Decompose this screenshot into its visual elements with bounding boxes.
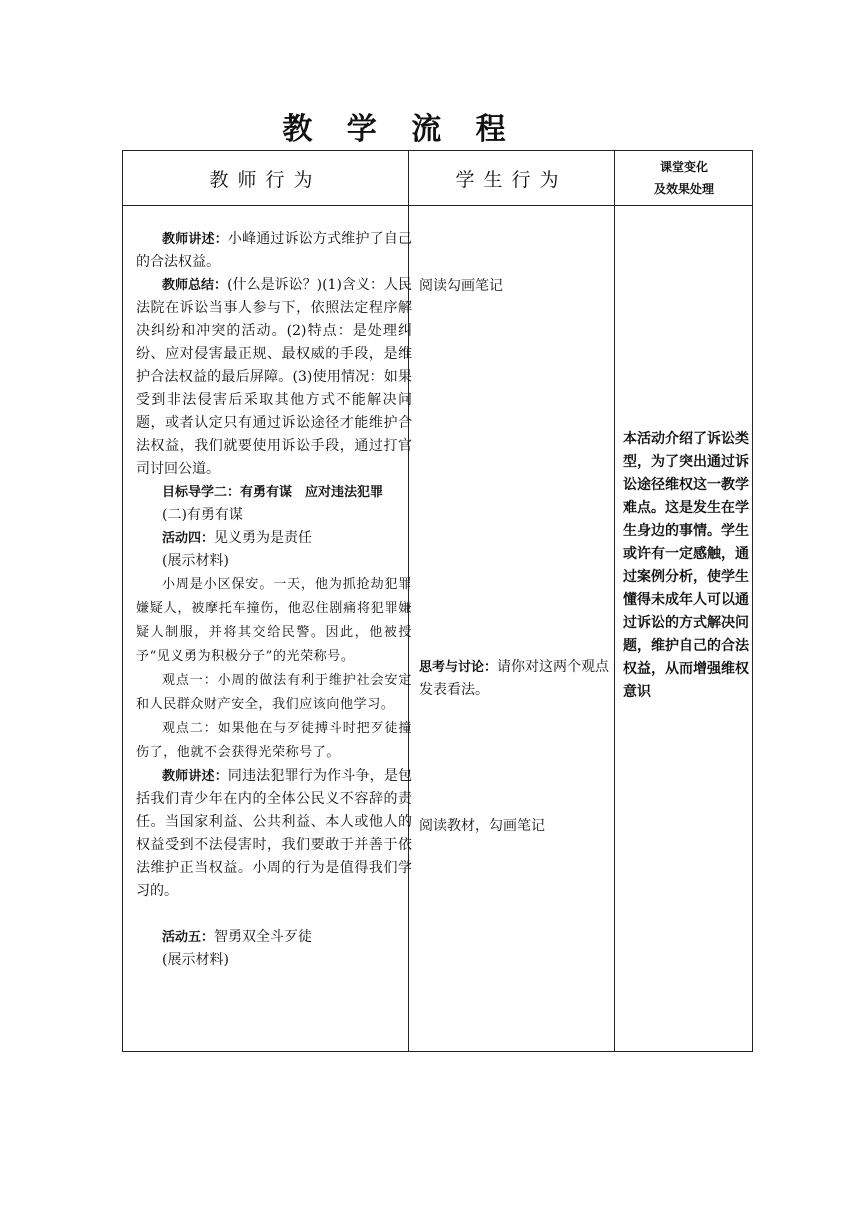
header-student-behavior: 学生行为 <box>455 168 568 191</box>
column-divider <box>614 151 615 1051</box>
viewpoint-two: 观点二：如果他在与歹徒搏斗时把歹徒撞伤了，他就不会获得光荣称号了。 <box>136 721 412 760</box>
label: 活动五： <box>162 930 215 945</box>
teacher-narration-1 <box>136 228 412 274</box>
text: (什么是诉讼？)(1)含义：人民法院在诉讼当事人参与下，依照法定程序解决纠纷和冲突的活动。(2)特点：是处理纠纷、应对侵害最正规、最权威的手段，是维护合法权益的最后屏障。(3)使用情况：如果受到非法侵害后采取其他方式不能解决问题，或者认定只有通过诉讼途径才能维护合法权益，我们就要使用诉讼手段，通过打官司讨回公道。 <box>136 277 412 477</box>
text: 请你对这两个观点发表看法。 <box>419 659 610 698</box>
label: 教师总结： <box>162 278 228 293</box>
teacher-narration-2 <box>136 765 412 903</box>
teacher-summary <box>136 274 412 481</box>
student-activity-1: 阅读勾画笔记 <box>419 278 503 294</box>
material-note-1: (展示材料) <box>162 553 229 569</box>
text: 见义勇为是责任 <box>214 530 313 546</box>
activity-four <box>136 527 412 550</box>
case-story: 小周是小区保安。一天，他为抓抢劫犯罪嫌疑人，被摩托车撞伤，他忍住剧痛将犯罪嫌疑人制服，并将其交给民警。因此，他被授予“见义勇为积极分子”的光荣称号。 <box>136 577 412 664</box>
student-activity-3: 阅读教材，勾画笔记 <box>419 818 545 834</box>
header-classroom-effect <box>615 151 753 205</box>
header-effect-line1: 课堂变化 <box>659 160 708 174</box>
teacher-column <box>136 228 412 972</box>
text: 小峰通过诉讼方式维护了自己的合法权益。 <box>136 231 412 270</box>
text: 同违法犯罪行为作斗争，是包括我们青少年在内的全体公民义不容辞的责任。当国家利益、公共利益、本人或他人的权益受到不法侵害时，我们要敢于并善于依法维护正当权益。小周的行为是值得我们学习的。 <box>136 768 412 899</box>
header-teacher-behavior: 教师行为 <box>209 168 322 191</box>
text: 智勇双全斗歹徒 <box>214 929 313 945</box>
activity-five <box>136 926 412 949</box>
label: 思考与讨论： <box>419 660 498 675</box>
goal-heading: 目标导学二：有勇有谋 应对违法犯罪 <box>162 485 384 500</box>
page-title: 教 学 流 程 <box>282 112 518 147</box>
material-note-2: (展示材料) <box>162 952 229 968</box>
section-heading: (二)有勇有谋 <box>162 507 243 523</box>
label: 活动四： <box>162 531 215 546</box>
effect-note: 本活动介绍了诉讼类型，为了突出通过诉讼途径维权这一教学难点。这是发生在学生身边的事情。学生或许有一定感触，通过案例分析，使学生懂得未成年人可以通过诉讼的方式解决问题，维护自己的合法权益，从而增强维权意识 <box>623 431 749 700</box>
viewpoint-one: 观点一：小周的做法有利于维护社会安定和人民群众财产安全，我们应该向他学习。 <box>136 673 412 712</box>
header-divider <box>123 205 752 206</box>
label: 教师讲述： <box>162 232 228 247</box>
student-activity-2 <box>419 656 614 702</box>
lesson-flow-table <box>122 150 753 1052</box>
header-effect-line2: 及效果处理 <box>653 182 714 196</box>
label: 教师讲述： <box>162 769 228 784</box>
